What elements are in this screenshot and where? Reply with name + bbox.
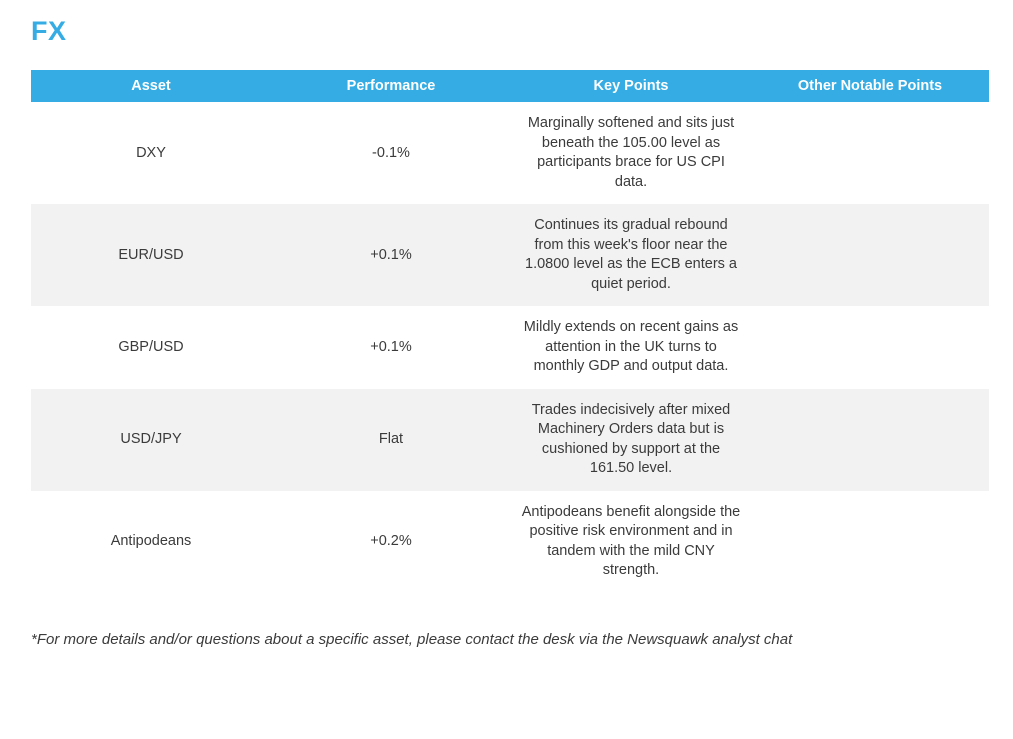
table-header bbox=[31, 70, 989, 102]
cell-other-notable-points bbox=[751, 491, 989, 593]
cell-key-points: Marginally softened and sits just beneath the 105.00 level as participants brace for US CPI data. bbox=[527, 115, 735, 190]
table-row bbox=[31, 102, 989, 204]
cell-performance: +0.1% bbox=[370, 338, 412, 355]
table-body bbox=[31, 102, 989, 593]
cell-performance: Flat bbox=[271, 389, 511, 491]
column-header-performance: Performance bbox=[271, 70, 511, 102]
cell-performance: +0.1% bbox=[271, 204, 511, 306]
cell-asset: USD/JPY bbox=[31, 389, 271, 491]
cell-key-points: Trades indecisively after mixed Machinery Orders data but is cushioned by support at the 161.50 level. bbox=[511, 389, 751, 491]
cell-asset: DXY bbox=[136, 144, 166, 161]
cell-other-notable-points bbox=[751, 389, 989, 491]
cell-asset: GBP/USD bbox=[118, 338, 184, 355]
column-header-other-notable-points: Other Notable Points bbox=[751, 70, 989, 102]
table-row bbox=[31, 491, 989, 593]
cell-other-notable-points bbox=[751, 102, 989, 204]
cell-asset: Antipodeans bbox=[110, 533, 192, 549]
table-row bbox=[31, 306, 989, 389]
cell-other-notable-points bbox=[751, 204, 989, 306]
cell-key-points: Mildly extends on recent gains as attention in the UK turns to monthly GDP and output data. bbox=[523, 319, 739, 374]
column-header-key-points: Key Points bbox=[511, 70, 751, 102]
column-header-asset: Asset bbox=[31, 70, 271, 102]
page-title: FX bbox=[31, 16, 67, 46]
fx-asset-table bbox=[31, 70, 989, 593]
table-header-row bbox=[31, 70, 989, 102]
cell-performance: -0.1% bbox=[372, 144, 410, 161]
cell-key-points: Antipodeans benefit alongside the positive risk environment and in tandem with the mild CNY strength. bbox=[521, 503, 741, 578]
cell-other-notable-points bbox=[751, 306, 989, 389]
cell-key-points: Continues its gradual rebound from this week's floor near the 1.0800 level as the ECB enters a quiet period. bbox=[511, 204, 751, 306]
footnote: *For more details and/or questions about a specific asset, please contact the desk via the Newsquawk analyst chat bbox=[31, 631, 793, 648]
table-row bbox=[31, 204, 989, 306]
cell-asset: EUR/USD bbox=[31, 204, 271, 306]
table-row bbox=[31, 389, 989, 491]
cell-performance: +0.2% bbox=[370, 533, 412, 549]
